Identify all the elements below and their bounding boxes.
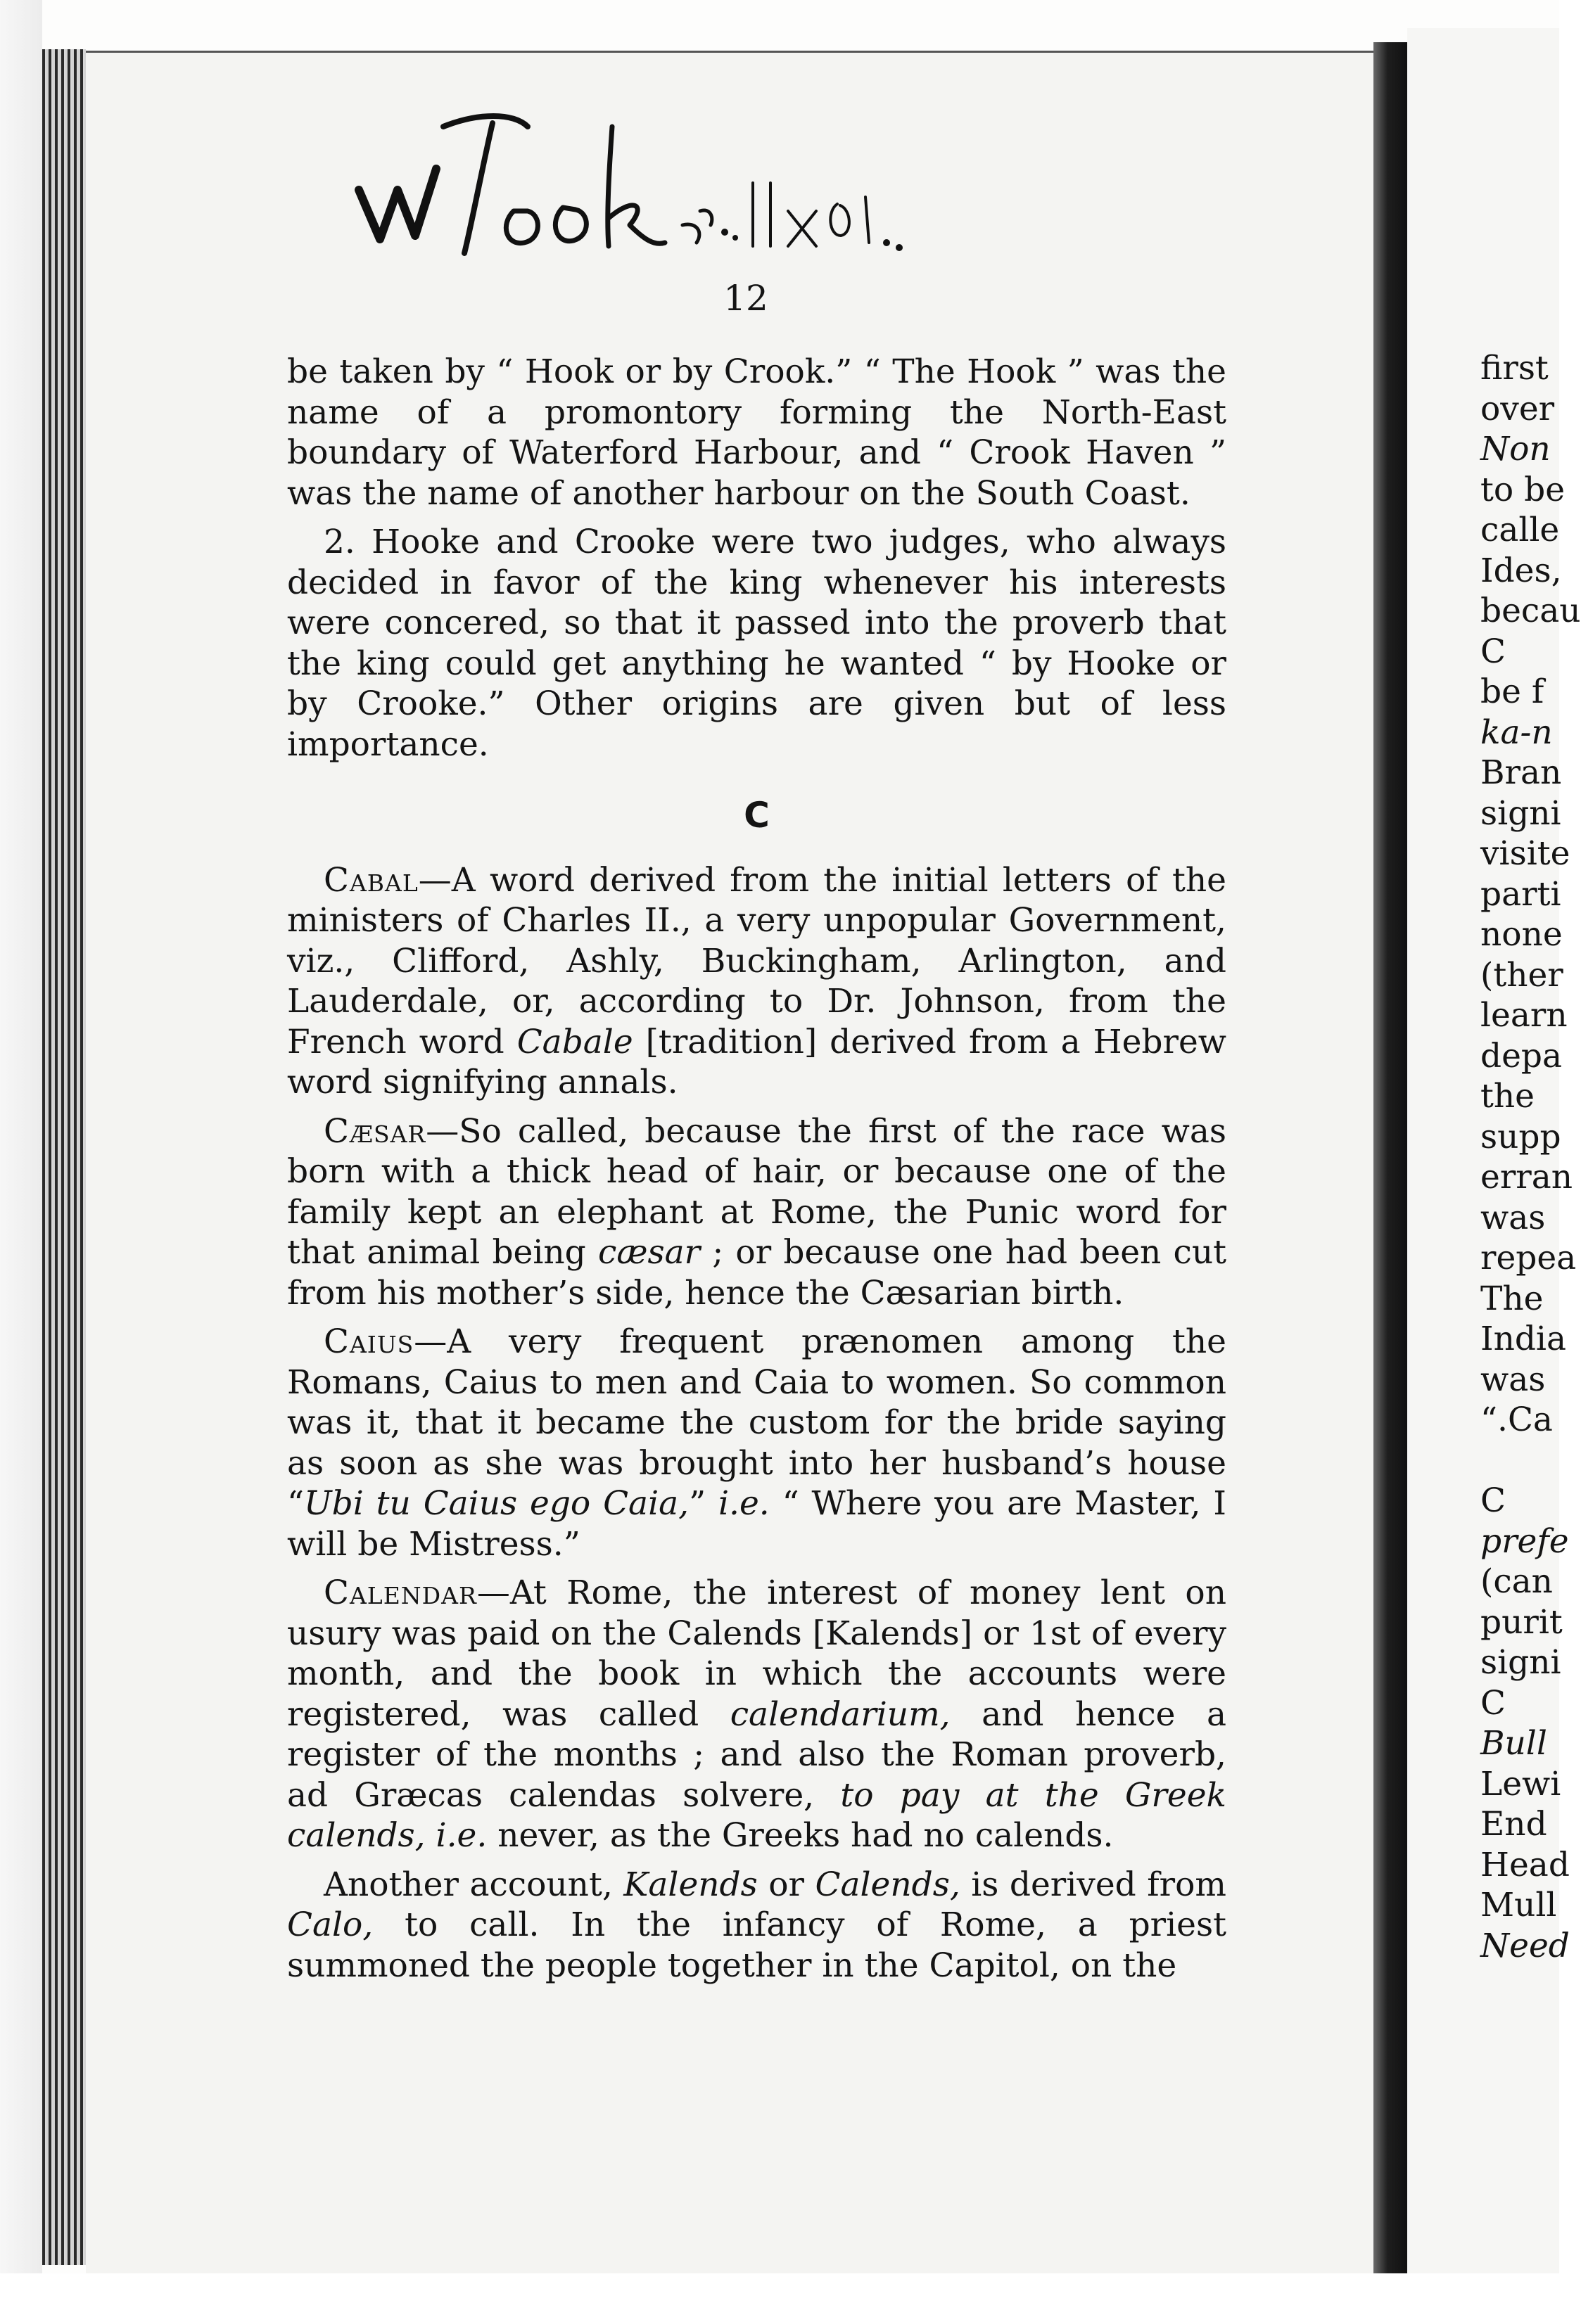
facing-page-line: Non (1480, 430, 1551, 468)
handwritten-shelfmark (331, 84, 908, 281)
facing-page-line: Ides, (1480, 551, 1562, 590)
page-number: 12 (723, 278, 768, 319)
facing-page-line: C (1480, 1683, 1506, 1723)
facing-page-line (1480, 1441, 1559, 1481)
headword: Caius (324, 1322, 414, 1361)
facing-page-line: C (1480, 1481, 1506, 1520)
dictionary-text (287, 352, 1226, 1986)
facing-page-line: Bull (1480, 1724, 1547, 1763)
facing-page-line: The (1480, 1279, 1544, 1318)
facing-page-line: Head (1480, 1845, 1570, 1884)
headword: Cabal (324, 860, 419, 900)
facing-page-line: supp (1480, 1117, 1561, 1156)
facing-page-line: “.Ca (1480, 1400, 1553, 1439)
entry-calendar: Calendar—At Rome, the interest of money lent on usury was paid on the Calends [Kalends] or 1st of every month, and the book in which the accounts were registered, was called calendarium, and hence a register of the months ; and also the Roman proverb, ad Græcas calendas solvere, to pay at the Greek calends, i.e. never, as the Greeks had no calends. (287, 1573, 1227, 1855)
book-gutter (1373, 42, 1407, 2293)
facing-page-line: Need (1480, 1926, 1570, 1965)
facing-page-line: over (1480, 389, 1555, 428)
headword: Cæsar (324, 1111, 426, 1151)
facing-page-line: Bran (1480, 753, 1562, 792)
facing-page-line: (can (1480, 1562, 1553, 1601)
facing-page-line: India (1480, 1320, 1566, 1358)
headword: Calendar (324, 1573, 477, 1612)
facing-page-line: (ther (1480, 955, 1563, 995)
entry-caius: Caius—A very frequent prænomen among the Romans, Caius to men and Caia to women. So common was it, that it became the custom for the bride saying as soon as she was brought into her husband’s house “Ubi tu Caius ego Caia,” i.e. “ Where you are Master, I will be Mistress.” (287, 1322, 1226, 1564)
facing-page-line: erran (1480, 1158, 1573, 1196)
page-edges (42, 49, 86, 2265)
section-letter: C (744, 795, 770, 836)
facing-page-line: becau (1480, 592, 1581, 630)
entry-cabal: Cabal—A word derived from the initial letters of the ministers of Charles II., a very unpopular Government, viz., Clifford, Ashly, Buckingham, Arlington, and Lauderdale, or, according to Dr. Johnson, from the French word Cabale [tradition] derived from a Hebrew word signifying annals. (287, 860, 1226, 1102)
facing-page-line: none (1480, 915, 1563, 954)
facing-page-line: the (1480, 1077, 1535, 1116)
facing-page-line: visite (1480, 834, 1570, 873)
facing-page-line: signi (1480, 793, 1561, 833)
facing-page-line: C (1480, 632, 1506, 671)
facing-page-line: purit (1480, 1602, 1563, 1642)
facing-page-line: depa (1480, 1036, 1563, 1075)
facing-page-line: repea (1480, 1239, 1577, 1277)
entry-caesar: Cæsar—So called, because the first of the race was born with a thick head of hair, or because one of the family kept an elephant at Rome, the Punic word for that animal being cæsar ; or because one had been cut from his mother’s side, hence the Cæsarian birth. (287, 1111, 1226, 1313)
facing-page-line: End (1480, 1805, 1547, 1844)
facing-page-line: ka-n (1480, 713, 1553, 752)
facing-page-line: to be (1480, 470, 1566, 509)
facing-page-line: Lewi (1480, 1764, 1561, 1803)
scan-margin (0, 0, 42, 2324)
paragraph-another-account: Another account, Kalends or Calends, is derived from Calo, to call. In the infancy of Rome, a priest summoned the people together in the Capitol, on the (287, 1865, 1226, 1985)
scan-bottom-margin (0, 2273, 1559, 2324)
facing-page-line: learn (1480, 996, 1568, 1035)
facing-page-line: signi (1480, 1643, 1561, 1682)
facing-page-line: was (1480, 1198, 1546, 1237)
paragraph-hooke-crooke: 2. Hooke and Crooke were two judges, who always decided in favor of the king whenever his interests were concered, so that it passed into the proverb that the king could get anything he wanted “ by Hooke or by Crooke.” Other origins are given but of less importance. (287, 523, 1226, 764)
facing-page-line: first (1480, 349, 1549, 388)
facing-page-line: be f (1480, 672, 1544, 711)
facing-page-line: calle (1480, 511, 1560, 549)
facing-page-line: Mull (1480, 1886, 1557, 1924)
paragraph-hook-crook-continued: be taken by “ Hook or by Crook.” “ The Hook ” was the name of a promontory forming the North-East boundary of Waterford Harbour, and “ Crook Haven ” was the name of another harbour on the South Coast. (287, 352, 1226, 513)
facing-page-line: was (1480, 1360, 1546, 1399)
facing-page-line: prefe (1480, 1521, 1569, 1561)
facing-page-line: parti (1480, 874, 1561, 914)
facing-page-text (1480, 348, 1581, 1966)
